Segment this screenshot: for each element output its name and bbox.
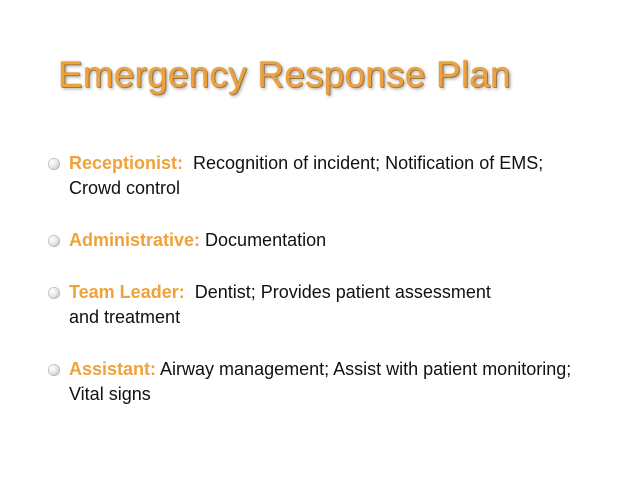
bullet-assistant	[48, 357, 609, 407]
bullet-administrative	[48, 228, 608, 253]
role-description: Dentist; Provides patient assessment and treatment	[69, 282, 491, 327]
bullet-receptionist	[48, 151, 589, 201]
role-description: Documentation	[205, 230, 327, 250]
bullet-dot-icon	[48, 364, 60, 376]
bullet-team-leader	[48, 280, 509, 330]
slide-title: Emergency Response Plan	[58, 54, 511, 95]
bullet-dot-icon	[48, 235, 60, 247]
role-label: Team Leader:	[69, 282, 185, 302]
role-description: Recognition of incident; Notification of EMS; Crowd control	[69, 153, 544, 198]
role-description: Airway management; Assist with patient monitoring; Vital signs	[69, 359, 572, 404]
role-label: Assistant:	[69, 359, 157, 379]
bullet-dot-icon	[48, 287, 60, 299]
bullet-dot-icon	[48, 158, 60, 170]
role-label: Receptionist:	[69, 153, 184, 173]
bullet-list	[48, 151, 608, 407]
role-label: Administrative:	[69, 230, 201, 250]
